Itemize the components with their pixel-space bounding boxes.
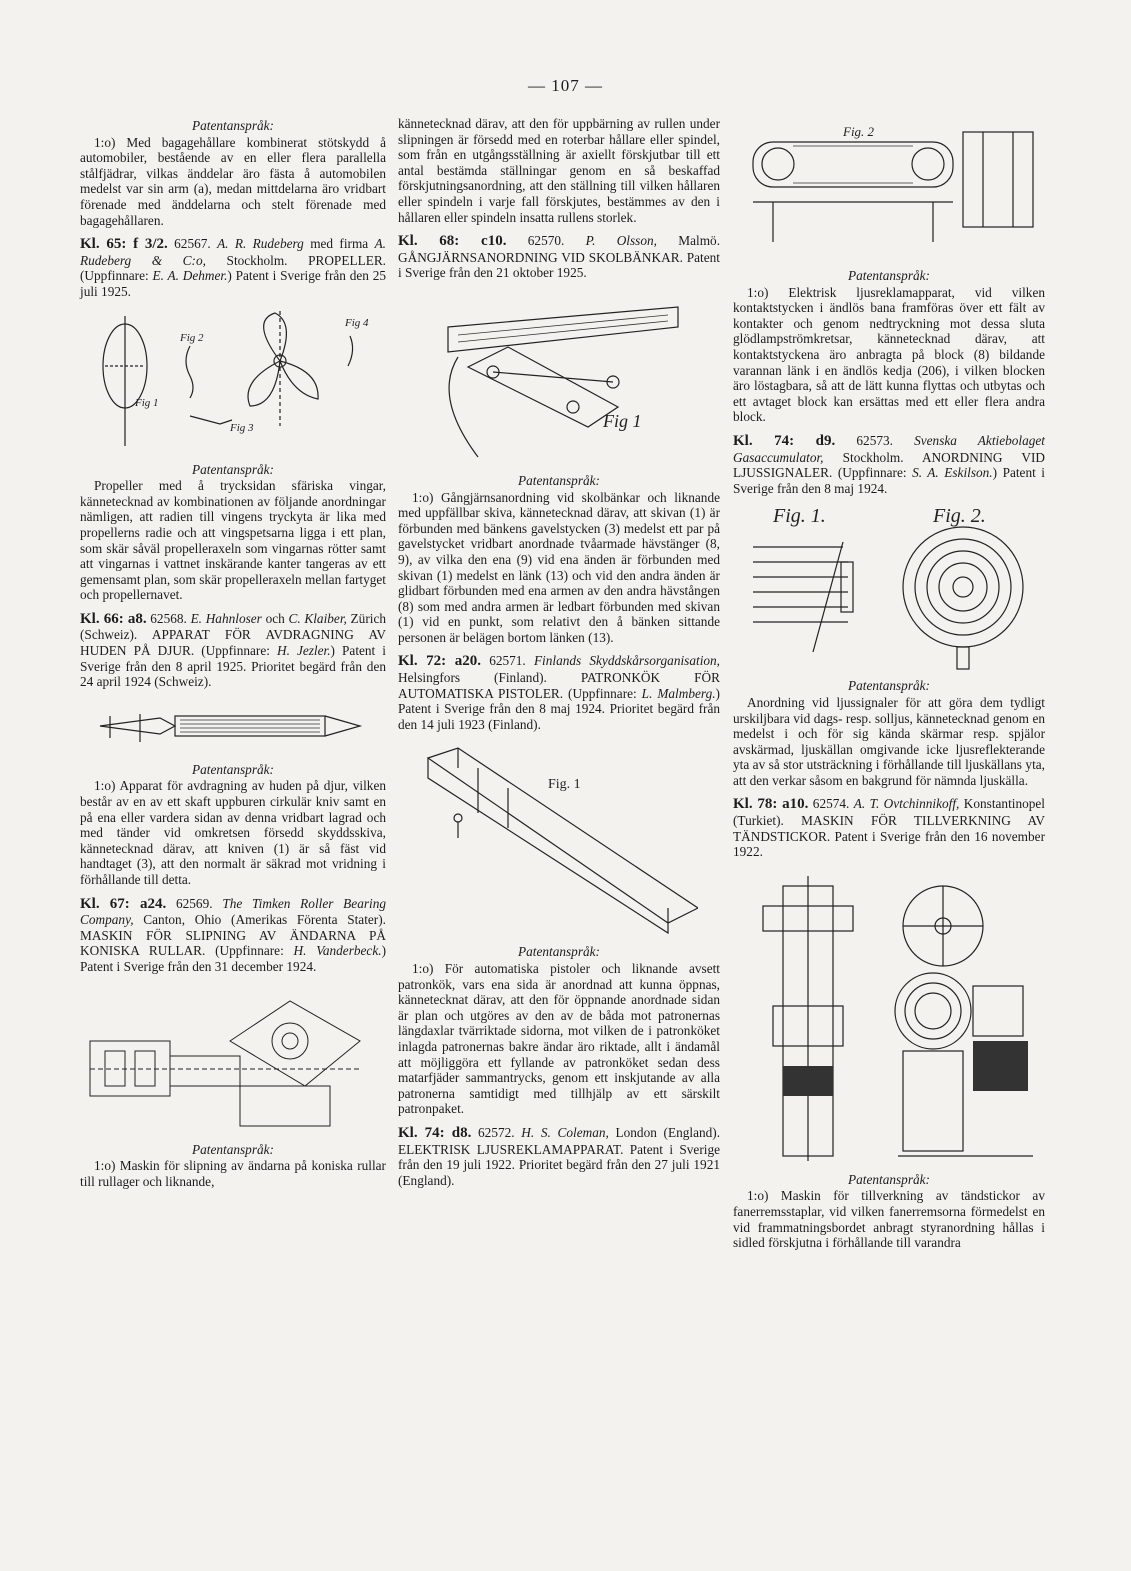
patent-entry-72 bbox=[398, 653, 720, 732]
column-left bbox=[80, 116, 386, 1189]
claim-heading: Patentanspråk: bbox=[192, 118, 274, 133]
patent-number: 62573. bbox=[856, 432, 893, 448]
entry-text: ) Patent i Sverige från den 8 maj 1924. bbox=[733, 465, 1046, 496]
claim-heading: Patentanspråk: bbox=[848, 678, 930, 694]
claim-heading: Patentanspråk: bbox=[192, 461, 274, 477]
entry-text: och bbox=[265, 610, 285, 626]
light-fig2-label: Fig. 2. bbox=[933, 505, 986, 528]
patent-entry-68 bbox=[398, 233, 720, 281]
inventor: E. A. Dehmer. bbox=[152, 268, 228, 284]
entry-text: ) Patent i Sverige från den 25 juli 1925. bbox=[80, 268, 387, 299]
claim-text: 1:o) Maskin för tillverkning av tändstickor av fanerremsstaplar, vid vilken fanerremsorna förmedelst en vid frammatningsbordet anbragt styranordning hållas i sidled förskjutna i förhållande till varandra bbox=[733, 1188, 1045, 1251]
page-number: — 107 — bbox=[528, 76, 603, 95]
light-signal-figure bbox=[733, 502, 1045, 672]
inventor: H. Jezler. bbox=[276, 643, 331, 659]
entry-text: med firma bbox=[310, 236, 369, 252]
patent-entry-74b bbox=[733, 433, 1045, 496]
entry-text: Malmö. GÅNGJÄRNSANORDNING VID SKOLBÄNKAR. Patent i Sverige från den 21 oktober 1925. bbox=[398, 233, 721, 281]
claim-text: Anordning vid ljussignaler för att göra dem tydligt urskiljbara vid dags- resp. solljus, kännetecknad genom en medelst i och för sig kända skärmar resp. spjälor avskärmad, ljuskällan omgivande icke ljusreflekterande yta av så stor utsträckning i förhållande till ljuskällans yta, att den verkar såsom en bakgrund för nämnda ljuskälla. bbox=[733, 694, 1045, 788]
entry-text: ) Patent i Sverige från den 8 april 1925. Prioritet begärd från den 24 april 1924 (Schweiz). bbox=[80, 643, 386, 690]
light-fig1-label: Fig. 1. bbox=[773, 505, 826, 528]
patent-entry-78 bbox=[733, 796, 1045, 859]
class-label: Kl. 65: f 3/2. bbox=[80, 236, 168, 253]
entry-text: ) Patent i Sverige från den 31 december 1924. bbox=[80, 943, 386, 974]
entry-text: Stockholm. PROPELLER. (Uppfinnare: bbox=[80, 252, 387, 284]
applicant: Svenska Aktiebolaget Gasaccumulator, bbox=[733, 432, 1045, 465]
svg-text:Fig 1: Fig 1 bbox=[135, 396, 159, 409]
inventor: H. Vanderbeck. bbox=[293, 943, 382, 959]
applicant: P. Olsson, bbox=[585, 233, 657, 249]
claim-heading: Patentanspråk: bbox=[192, 1141, 274, 1157]
claim-continuation: kännetecknad därav, att den för uppbärning av rullen under slipningen är försedd med en roterbar hållare eller spindel, som från en utgångsställning är axiellt förskjutbar till ett antal bestämda ställningar genom en så beskaffad förskjutningsanordning, att den ställning till vilken hållaren eller spindeln i varje fall förskjutes, bestämmes av den i hållaren eller spindeln insatta rullens storlek. bbox=[398, 116, 720, 225]
svg-text:Fig 4: Fig 4 bbox=[345, 316, 369, 329]
hinge-figure bbox=[398, 287, 720, 467]
firm-name: A. Rudeberg & C:o, bbox=[80, 236, 387, 268]
patent-number: 62568. bbox=[150, 610, 187, 626]
magazine-figure bbox=[398, 738, 720, 938]
claim-text: 1:o) Elektrisk ljusreklamapparat, vid vilken kontaktstycken i ändlös bana framföras över ett fält av kontakter och genom nedtryckning mot dessa sluta glödlampströmkretsar, kännetecknad därav, att kontaktstyckena äro anbragta på block (8) bildande varannan länk i en ändlös kedja (206), i vilken blocken äro löstagbara, så att de lätt kunna flyttas och utbytas och ett avtaget block kan ersättas med ett eller flera andra block. bbox=[733, 284, 1045, 425]
claim-text: 1:o) Gångjärnsanordning vid skolbänkar och liknande med uppfällbar skiva, kännetecknad därav, att skivan (1) är förbunden med bänkens gavelstycken (3) medelst ett par på gavelstycket vridbart anordnade tvåarmade hävstänger (8, 9), av vilka den ena (9) vid ena änden är förbunden med skivan (1) medelst en länk (13) och vid den andra änden är glidbart förbunden med ena armen av den andra hävstången (8) som med andra armen är ledbart förbunden med skivan (1) vid en punkt, som relativt den å bänken sittande personen är belägen bortom länken (13). bbox=[398, 489, 720, 645]
class-label: Kl. 74: d9. bbox=[733, 432, 836, 449]
entry-text: ) Patent i Sverige från den 8 maj 1924. Prioritet begärd från den 14 juli 1923 (Finland). bbox=[398, 685, 720, 732]
applicant: H. S. Coleman, bbox=[521, 1124, 609, 1140]
claim-text: Propeller med å trycksidan sfäriska vingar, kännetecknad av kombinationen av följande anordningar nämligen, att radien till vingens tryckyta är lika med propellerns radie och att vingspetsarna ligga i ett plan, som skär såväl propelleraxeln som vingarnas rötter samt att vingarnas i vattnet inskärande kanter tangeras av ett gemensamt plan, som skär propelleraxeln mellan fartyget och propellernavet. bbox=[80, 478, 386, 603]
entry-text: Stockholm. ANORDNING VID LJUSSIGNALER. (Uppfinnare: bbox=[733, 449, 1045, 481]
claim-text: 1:o) Med bagagehållare kombinerat stötskydd å automobiler, bestående av en eller flera parallella stålfjädrar, vilkas änddelar äro fästa å automobilen medelst var sin arm (a), medan mittdelarna äro vridbart förenade med änddelarna och stelt förenade med bagagehållaren. bbox=[80, 134, 386, 228]
ad-fig-label: Fig. 2 bbox=[843, 124, 875, 139]
patent-entry-74a bbox=[398, 1125, 720, 1188]
class-label: Kl. 78: a10. bbox=[733, 796, 809, 813]
claim-text: 1:o) Apparat för avdragning av huden på djur, vilken består av en av ett skaft uppburen cirkulär kniv samt en på ena eller vardera sidan av denna vridbart lagrad och med tänder vid omkretsen försedd skyddsskiva, kännetecknad därav, att kniven (1) är så fäst vid handtaget (3), att den normalt är säkrad mot vridning i förhållande till detta. bbox=[80, 778, 386, 887]
skinning-tool-figure bbox=[80, 696, 386, 756]
patent-number: 62567. bbox=[174, 236, 211, 252]
column-middle bbox=[398, 116, 720, 1188]
entry-text: Helsingfors (Finland). PATRONKÖK FÖR AUTOMATISKA PISTOLER. (Uppfinnare: bbox=[398, 670, 720, 701]
applicant: The Timken Roller Bearing Company, bbox=[80, 895, 387, 928]
magazine-fig-label: Fig. 1 bbox=[548, 777, 581, 793]
match-machine-figure bbox=[733, 866, 1045, 1166]
claim-heading: Patentanspråk: bbox=[848, 268, 930, 283]
patent-number: 62574. bbox=[812, 796, 850, 812]
class-label: Kl. 72: a20. bbox=[398, 653, 482, 670]
applicant: Finlands Skyddskårsorganisation, bbox=[533, 653, 721, 669]
applicant: A. T. Ovtchinnikoff, bbox=[853, 796, 960, 812]
grinding-machine-figure bbox=[80, 981, 386, 1136]
svg-text:Fig 2: Fig 2 bbox=[180, 331, 204, 344]
class-label: Kl. 66: a8. bbox=[80, 610, 147, 627]
entry-text: Konstantinopel (Turkiet). MASKIN FÖR TILLVERKNING AV TÄNDSTICKOR. Patent i Sverige från den 16 november 1922. bbox=[733, 796, 1045, 860]
patent-number: 62571. bbox=[489, 653, 526, 669]
patent-entry-66 bbox=[80, 611, 386, 690]
class-label: Kl. 74: d8. bbox=[398, 1124, 472, 1141]
claim-heading: Patentanspråk: bbox=[192, 761, 274, 777]
applicant: A. R. Rudeberg bbox=[217, 236, 304, 252]
propeller-figure bbox=[80, 306, 386, 456]
entry-text: London (England). ELEKTRISK LJUSREKLAMAPPARAT. Patent i Sverige från den 19 juli 1922. Prioritet begärd från den 27 juli 1921 (England). bbox=[398, 1124, 721, 1188]
patent-entry-65 bbox=[80, 236, 386, 299]
patent-number: 62569. bbox=[175, 895, 213, 911]
entry-text: Canton, Ohio (Amerikas Förenta Stater). MASKIN FÖR SLIPNING AV ÄNDARNA PÅ KONISKA RULLAR. (Uppfinnare: bbox=[80, 912, 386, 959]
patent-number: 62572. bbox=[478, 1124, 515, 1140]
class-label: Kl. 68: c10. bbox=[398, 233, 507, 250]
inventor: S. A. Eskilson. bbox=[912, 465, 993, 481]
applicant-2: C. Klaiber, bbox=[288, 610, 347, 626]
hinge-fig-label: Fig 1 bbox=[603, 410, 642, 431]
ad-apparatus-figure bbox=[733, 122, 1045, 262]
claim-heading: Patentanspråk: bbox=[518, 944, 600, 960]
claim-text: 1:o) Maskin för slipning av ändarna på koniska rullar till rullager och liknande, bbox=[80, 1158, 386, 1189]
applicant: E. Hahnloser bbox=[190, 610, 262, 626]
class-label: Kl. 67: a24. bbox=[80, 895, 167, 912]
patent-entry-67 bbox=[80, 896, 386, 975]
svg-text:Fig 3: Fig 3 bbox=[230, 421, 254, 434]
column-right bbox=[733, 116, 1045, 1251]
patent-number: 62570. bbox=[527, 233, 565, 249]
claim-text: 1:o) För automatiska pistoler och liknande avsett patronkök, vars ena sida är anordnad att kunna öppnas, kännetecknat därav, att den för öppnande anordnade sidan är plan och utgöres av den av de båda mot patronernas längdaxlar tvärriktade sidorna, mot vilken de i patronköket inlagda patronernas bakre ändar äro riktade, allt i ändamål att möjliggöra ett fyllande av patronköket sedan dess matarfjäder sammantrycks, genom ett inskjutande av alla patronerna samtidigt med tillhjälp av ett särskilt patronpaket. bbox=[398, 961, 720, 1117]
entry-text: Zürich (Schweiz). APPARAT FÖR AVDRAGNING AV HUDEN PÅ DJUR. (Uppfinnare: bbox=[80, 610, 386, 659]
inventor: L. Malmberg. bbox=[641, 685, 716, 701]
claim-heading: Patentanspråk: bbox=[518, 472, 600, 488]
claim-heading: Patentanspråk: bbox=[848, 1171, 930, 1187]
